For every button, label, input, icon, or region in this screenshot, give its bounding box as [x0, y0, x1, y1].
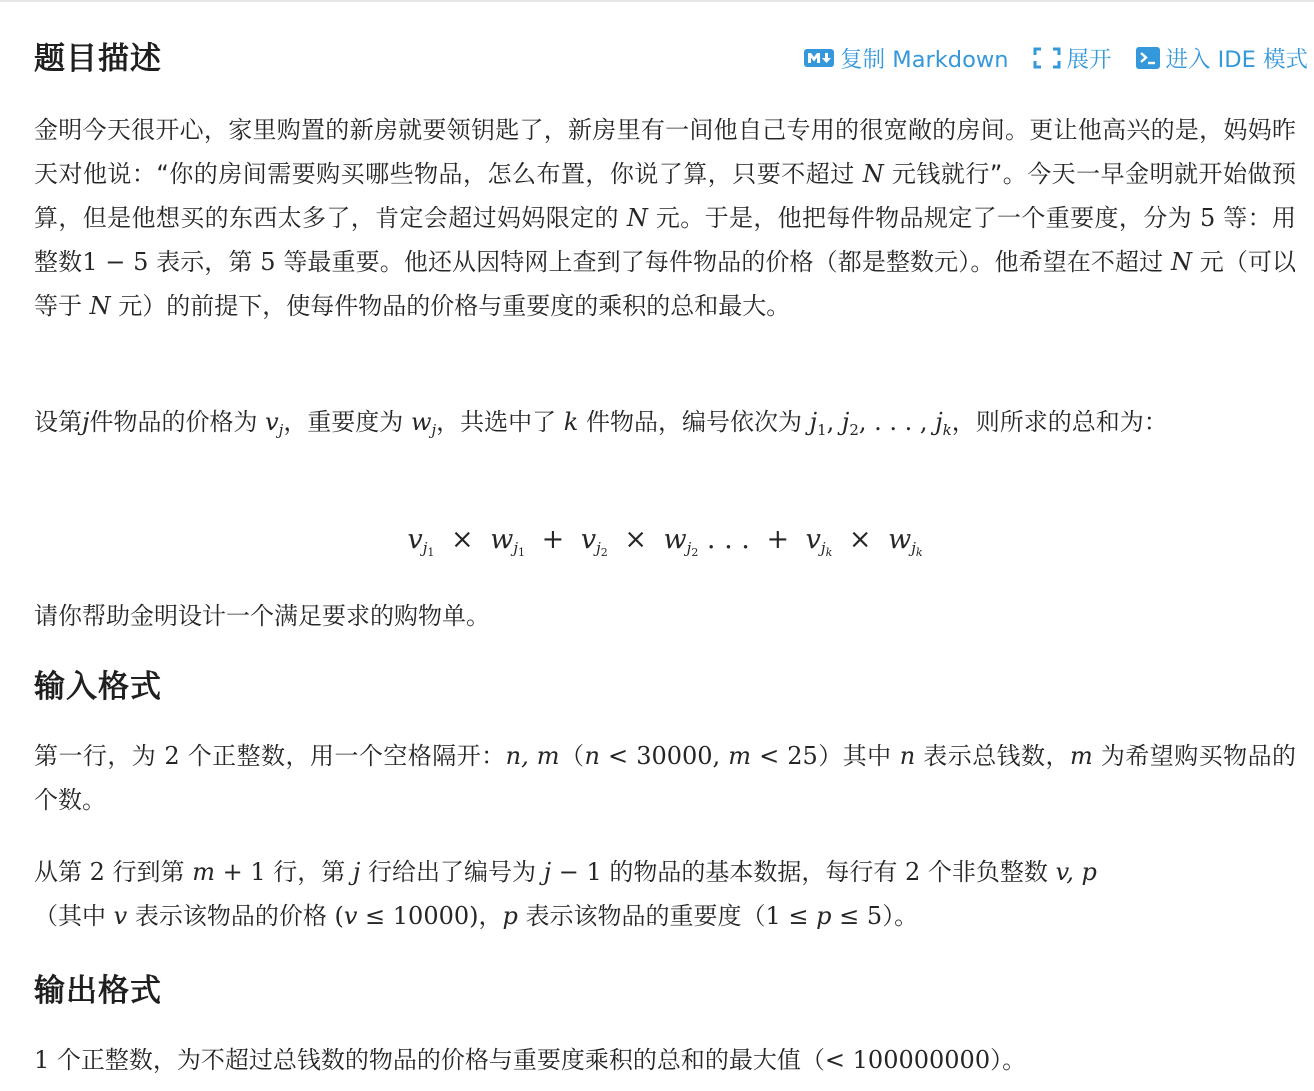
expand-button[interactable] — [1033, 42, 1112, 74]
sum-formula: $v_{j_1} \times w_{j_1} + v_{j_2} \times w_{j_2}$ . . . + $v_{j_k} \times w_{j_k}$ — [407, 524, 923, 559]
terminal-icon — [1136, 46, 1160, 70]
output-paragraph-1: 1 个正整数，为不超过总钱数的物品的价格与重要度乘积的总和的最大值（< 100000000）。 — [34, 1046, 1027, 1074]
top-divider — [0, 0, 1314, 2]
input-paragraph-2: 从第 2 行到第 m + 1 行，第 j 行给出了编号为 j − 1 的物品的基本数据，每行有 2 个非负整数 v, p （其中 v 表示该物品的价格 (v ≤ 10000)，p 表示该物品的重要度（1 ≤ p ≤ 5）。 — [34, 858, 1097, 930]
description-paragraph-2: 设第j件物品的价格为 $v_j$，重要度为 $w_j$，共选中了 k 件物品，编号依次为 $j_1$, $j_2$, . . . , $j_k$，则所求的总和为： — [34, 408, 1168, 439]
description-paragraph-1: 金明今天很开心，家里购置的新房就要领钥匙了，新房里有一间他自己专用的很宽敞的房间。更让他高兴的是，妈妈昨天对他说：“你的房间需要购买哪些物品，怎么布置，你说了算，只要不超过 N 元钱就行”。今天一早金明就开始做预算，但是他想买的东西太多了，肯定会超过妈妈限定的 N 元。于是，他把每件物品规定了一个重要度，分为 5 等：用整数1 − 5 表示，第 5 等最重要。他还从因特网上查到了每件物品的价格（都是整数元）。他希望在不超过 N 元（可以等于 N 元）的前提下，使每件物品的价格与重要度的乘积的总和最大。 — [34, 116, 1297, 320]
enter-ide-button[interactable] — [1136, 42, 1308, 74]
markdown-icon — [804, 48, 834, 68]
description-header — [34, 36, 1308, 82]
expand-label: 展开 — [1066, 47, 1112, 73]
copy-markdown-button[interactable] — [804, 42, 1008, 74]
enter-ide-label: 进入 IDE 模式 — [1165, 47, 1308, 73]
output-format-title: 输出格式 — [34, 973, 162, 1009]
input-format-title: 输入格式 — [34, 669, 162, 705]
copy-markdown-label: 复制 Markdown — [840, 47, 1009, 73]
header-actions — [780, 40, 1308, 76]
expand-icon — [1033, 47, 1061, 69]
input-paragraph-1: 第一行，为 2 个正整数，用一个空格隔开：n, m（n < 30000, m < 25）其中 n 表示总钱数，m 为希望购买物品的个数。 — [34, 742, 1297, 814]
description-title: 题目描述 — [34, 41, 162, 77]
description-paragraph-3: 请你帮助金明设计一个满足要求的购物单。 — [34, 602, 490, 630]
